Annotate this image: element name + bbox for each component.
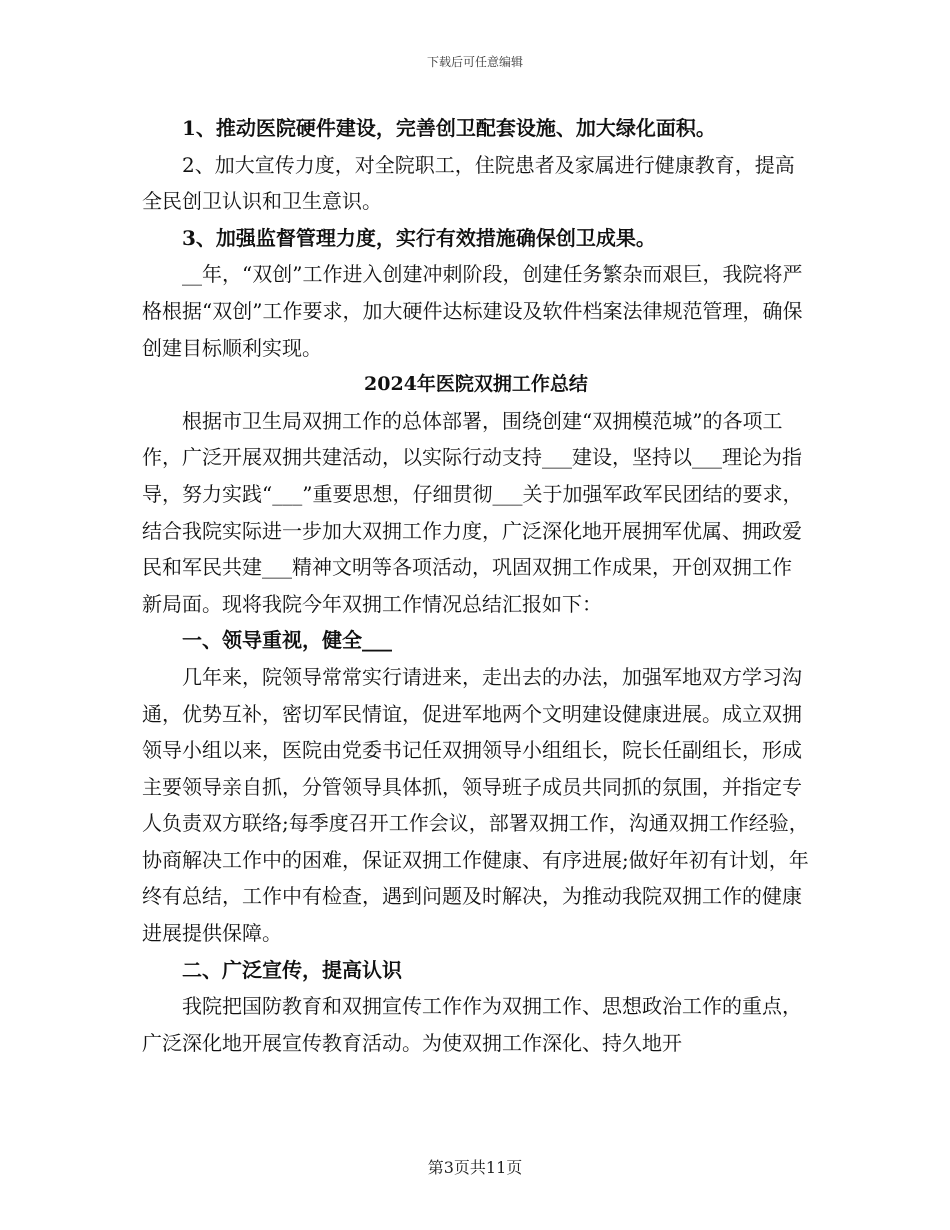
paragraph-leadership: 几年来，院领导常常实行请进来，走出去的办法，加强军地双方学习沟通，优势互补，密切军民情谊，促进军地两个文明建设健康进展。成立双拥领导小组以来，医院由党委书记任双拥领导小组组长，院长任副组长，形成主要领导亲自抓，分管领导具体抓，领导班子成员共同抓的氛围，并指定专人负责双方联络;每季度召开工作会议，部署双拥工作，沟通双拥工作经验，协商解决工作中的困难，保证双拥工作健康、有序进展;做好年初有计划，年终有总结，工作中有检查，遇到问题及时解决，为推动我院双拥工作的健康进展提供保障。 <box>142 664 809 946</box>
heading-2: 二、广泛宣传，提高认识 <box>182 957 402 982</box>
paragraph-publicity: 我院把国防教育和双拥宣传工作作为双拥工作、思想政治工作的重点，广泛深化地开展宣传教育活动。为使双拥工作深化、持久地开 <box>142 994 802 1055</box>
header-note: 下载后可任意编辑 <box>426 55 523 69</box>
paragraph-2: 2、加大宣传力度，对全院职工，住院患者及家属进行健康教育，提高全民创卫认识和卫生意识。 <box>142 152 795 214</box>
paragraph-3: 3、加强监督管理力度，实行有效措施确保创卫成果。 <box>182 225 656 250</box>
paragraph-intro: 根据市卫生局双拥工作的总体部署，围绕创建“双拥模范城”的各项工作，广泛开展双拥共建活动，以实际行动支持___建设，坚持以___理论为指导，努力实践“___”重要思想，仔细贯彻___关于加强军政军民团结的要求，结合我院实际进一步加大双拥工作力度，广泛深化地开展拥军优属、拥政爱民和军民共建___精神文明等各项活动，巩固双拥工作成果，开创双拥工作新局面。现将我院今年双拥工作情况总结汇报如下： <box>142 408 803 616</box>
document-body <box>142 110 810 1061</box>
heading-1: 一、领导重视，健全___ <box>182 628 392 653</box>
paragraph-4: __年，“双创”工作进入创建冲刺阶段，创建任务繁杂而艰巨，我院将严格根据“双创”工作要求，加大硬件达标建设及软件档案法律规范管理，确保创建目标顺利实现。 <box>142 262 803 360</box>
page-footer: 第3页共11页 <box>427 1158 523 1177</box>
paragraph-1: 1、推动医院硬件建设，完善创卫配套设施、加大绿化面积。 <box>182 116 716 140</box>
section-title: 2024年医院双拥工作总结 <box>364 373 588 396</box>
